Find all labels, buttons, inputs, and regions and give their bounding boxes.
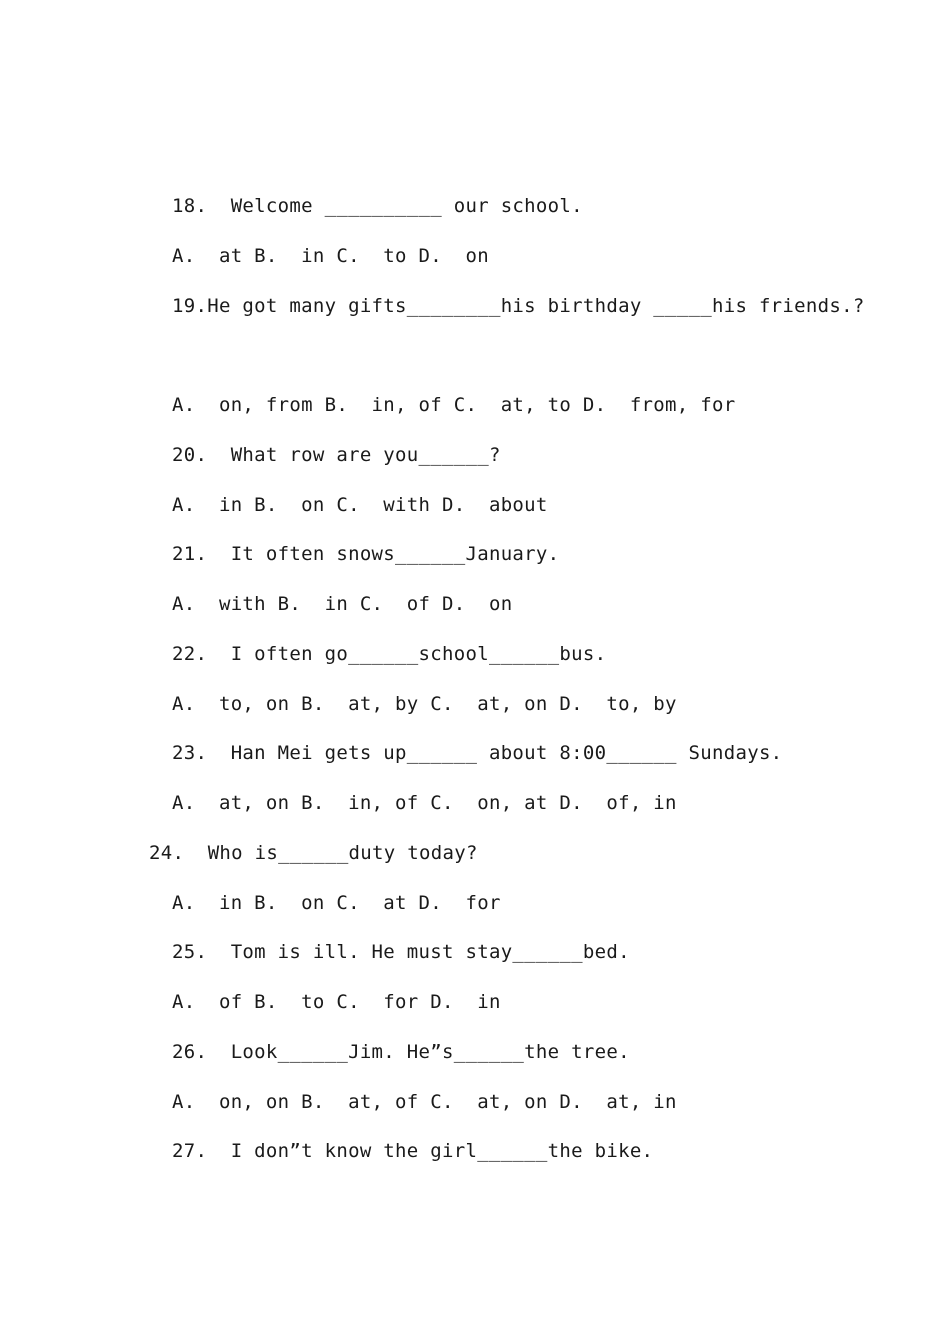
question-20: 20. What row are you______? — [172, 444, 501, 466]
question-19: 19.He got many gifts________his birthday _____his friends.? — [172, 295, 865, 317]
options-24: A. in B. on C. at D. for — [172, 892, 501, 914]
question-25: 25. Tom is ill. He must stay______bed. — [172, 941, 630, 963]
question-18: 18. Welcome __________ our school. — [172, 195, 583, 217]
question-26: 26. Look______Jim. He”s______the tree. — [172, 1041, 630, 1063]
question-21: 21. It often snows______January. — [172, 543, 560, 565]
options-18: A. at B. in C. to D. on — [172, 245, 489, 267]
options-19: A. on, from B. in, of C. at, to D. from, for — [172, 394, 736, 416]
options-22: A. to, on B. at, by C. at, on D. to, by — [172, 693, 677, 715]
options-26: A. on, on B. at, of C. at, on D. at, in — [172, 1091, 677, 1113]
options-23: A. at, on B. in, of C. on, at D. of, in — [172, 792, 677, 814]
options-21: A. with B. in C. of D. on — [172, 593, 513, 615]
options-25: A. of B. to C. for D. in — [172, 991, 501, 1013]
question-24: 24. Who is______duty today? — [149, 842, 478, 864]
question-23: 23. Han Mei gets up______ about 8:00______ Sundays. — [172, 742, 783, 764]
options-20: A. in B. on C. with D. about — [172, 494, 548, 516]
question-27: 27. I don”t know the girl______the bike. — [172, 1140, 654, 1162]
question-22: 22. I often go______school______bus. — [172, 643, 607, 665]
